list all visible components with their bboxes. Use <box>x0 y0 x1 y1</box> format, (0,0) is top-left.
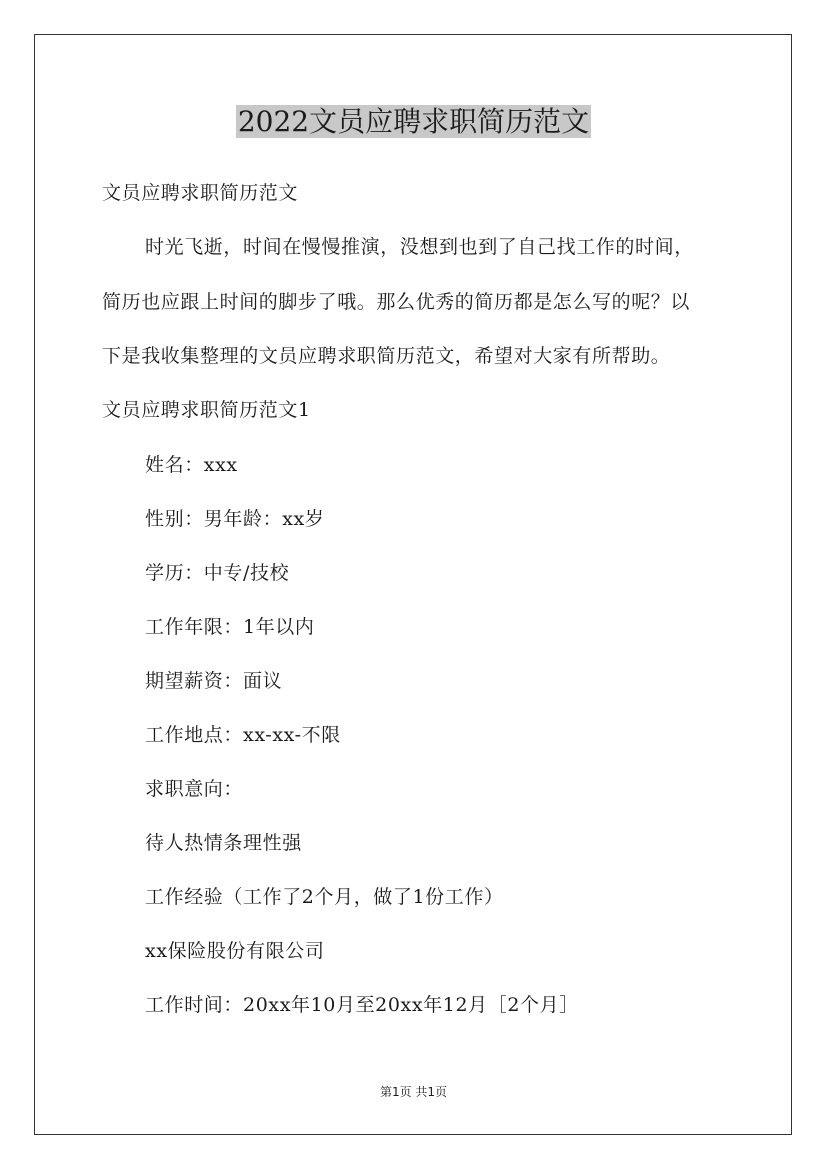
field-name: 姓名：xxx <box>145 454 238 476</box>
page-footer: 第1页 共1页 <box>379 1085 448 1099</box>
field-experience: 工作经验（工作了2个月，做了1份工作） <box>145 886 504 908</box>
field-work-years: 工作年限：1年以内 <box>145 616 315 638</box>
document-subtitle: 文员应聘求职简历范文 <box>102 182 299 204</box>
field-gender-age: 性别：男年龄：xx岁 <box>145 508 325 530</box>
intro-line-3: 下是我收集整理的文员应聘求职简历范文，希望对大家有所帮助。 <box>102 345 671 367</box>
section-heading: 文员应聘求职简历范文1 <box>102 399 311 421</box>
field-intention: 求职意向： <box>145 778 244 800</box>
field-location: 工作地点：xx-xx-不限 <box>145 724 341 746</box>
field-trait: 待人热情条理性强 <box>145 832 302 854</box>
field-salary: 期望薪资：面议 <box>145 670 283 692</box>
document-title: 2022文员应聘求职简历范文 <box>237 105 590 138</box>
intro-line-2: 简历也应跟上时间的脚步了哦。那么优秀的简历都是怎么写的呢？以 <box>102 291 691 313</box>
field-education: 学历：中专/技校 <box>145 562 290 584</box>
field-company: xx保险股份有限公司 <box>145 940 325 962</box>
intro-line-1: 时光飞逝，时间在慢慢推演，没想到也到了自己找工作的时间， <box>145 236 694 258</box>
field-work-period: 工作时间：20xx年10月至20xx年12月［2个月］ <box>145 994 579 1016</box>
